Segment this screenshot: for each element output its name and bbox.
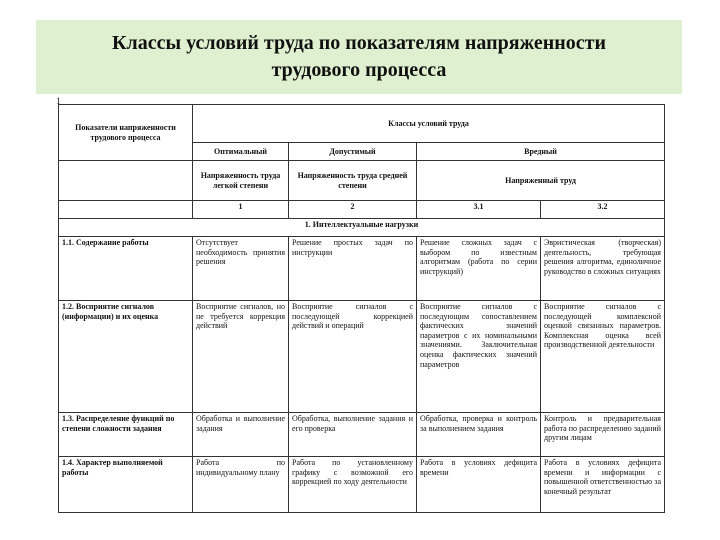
cell-optimal: Восприятие сигналов, но не требуется коррекция действий xyxy=(193,301,289,413)
num-blank xyxy=(59,201,193,219)
corner-mark: 1 xyxy=(56,96,61,106)
row-indicator: 1.2. Восприятие сигналов (информации) и их оценка xyxy=(59,301,193,413)
cell-acceptable: Решение простых задач по инструкции xyxy=(289,237,417,301)
cell-harmful-31: Решение сложных задач с выбором по известным алгоритмам (работа по серии инструкций) xyxy=(417,237,541,301)
header-acceptable: Допустимый xyxy=(289,143,417,161)
section-title: 1. Интеллектуальные нагрузки xyxy=(59,219,665,237)
row-indicator: 1.3. Распределение функций по степени сложности задания xyxy=(59,413,193,457)
header-blank xyxy=(59,161,193,201)
table-row xyxy=(59,413,665,457)
cell-harmful-32: Работа в условиях дефицита времени и информации с повышенной ответственностью за конечный результат xyxy=(541,457,665,513)
header-tension-light: Напряженность труда легкой степени xyxy=(193,161,289,201)
title-banner xyxy=(36,20,682,94)
cell-optimal: Работа по индивидуальному плану xyxy=(193,457,289,513)
cell-harmful-31: Работа в условиях дефицита времени xyxy=(417,457,541,513)
cell-acceptable: Восприятие сигналов с последующей коррекцией действий и операций xyxy=(289,301,417,413)
cell-acceptable: Работа по установленному графику с возможной его коррекцией по ходу деятельности xyxy=(289,457,417,513)
table-row xyxy=(59,301,665,413)
cell-optimal: Обработка и выполнение задания xyxy=(193,413,289,457)
header-classes: Классы условий труда xyxy=(193,105,665,143)
cell-optimal: Отсутствует необходимость принятия решения xyxy=(193,237,289,301)
cell-harmful-31: Обработка, проверка и контроль за выполнением задания xyxy=(417,413,541,457)
header-optimal: Оптимальный xyxy=(193,143,289,161)
page-title: Классы условий труда по показателям напряженности трудового процесса xyxy=(112,32,606,81)
working-conditions-table xyxy=(58,104,665,513)
row-indicator: 1.1. Содержание работы xyxy=(59,237,193,301)
col-num-2: 2 xyxy=(289,201,417,219)
cell-harmful-32: Контроль и предварительная работа по распределению заданий другим лицам xyxy=(541,413,665,457)
col-num-1: 1 xyxy=(193,201,289,219)
header-tension-harmful: Напряженный труд xyxy=(417,161,665,201)
col-num-32: 3.2 xyxy=(541,201,665,219)
row-indicator: 1.4. Характер выполняемой работы xyxy=(59,457,193,513)
cell-harmful-32: Восприятие сигналов с последующей комплексной оценкой связанных параметров. Комплексная оценка всей производственной деятельности xyxy=(541,301,665,413)
cell-harmful-32: Эвристическая (творческая) деятельность, требующая решения алгоритма, единоличное руководство в сложных ситуациях xyxy=(541,237,665,301)
table-row xyxy=(59,237,665,301)
table-row xyxy=(59,457,665,513)
cell-acceptable: Обработка, выполнение задания и его проверка xyxy=(289,413,417,457)
header-harmful: Вредный xyxy=(417,143,665,161)
header-indicators: Показатели напряженности трудового процесса xyxy=(59,105,193,161)
header-tension-medium: Напряженность труда средней степени xyxy=(289,161,417,201)
cell-harmful-31: Восприятие сигналов с последующим сопоставлением фактических значений параметров с их номинальными значениями. Заключительная оценка фактических значений параметров xyxy=(417,301,541,413)
col-num-31: 3.1 xyxy=(417,201,541,219)
